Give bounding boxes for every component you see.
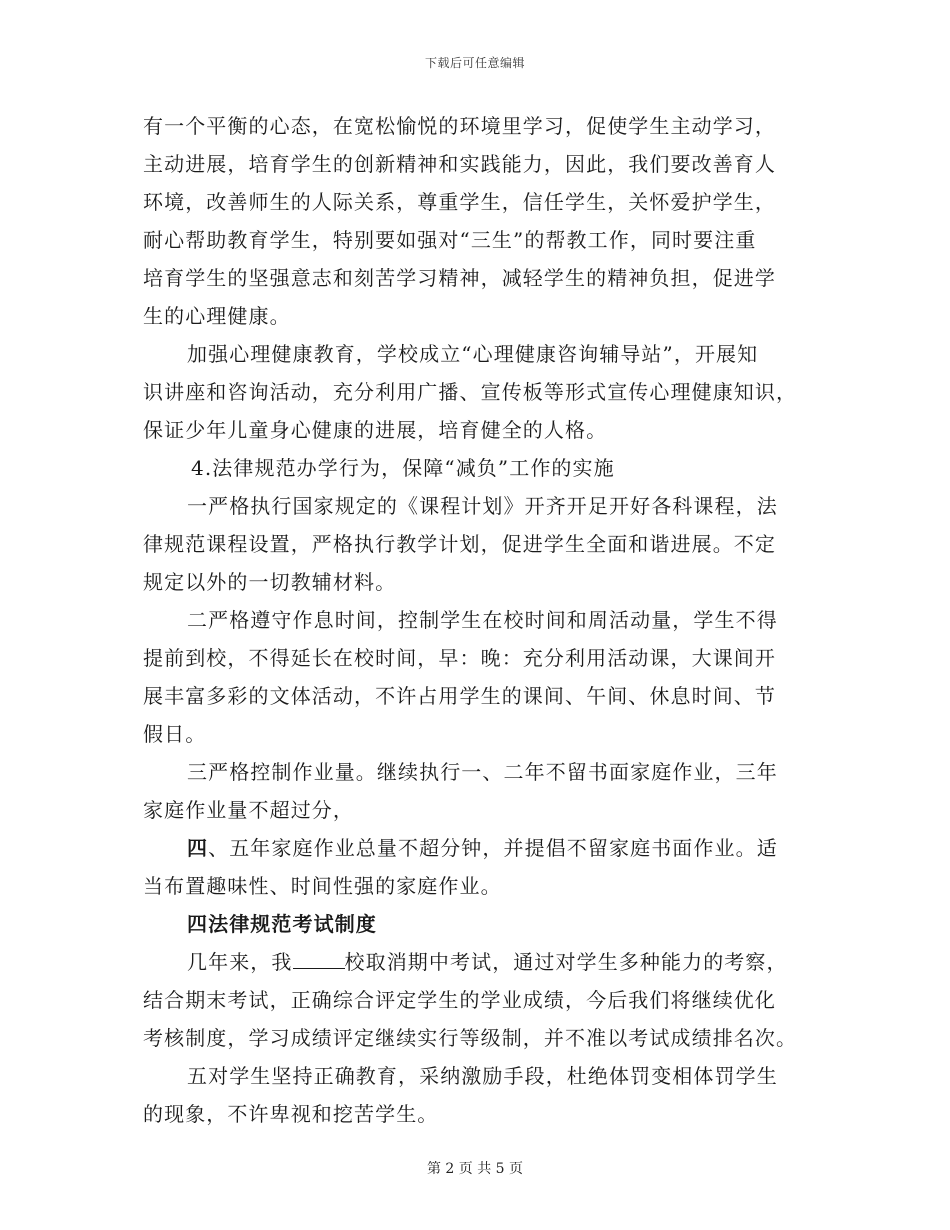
paragraph-line: 结合期末考试，正确综合评定学生的学业成绩，今后我们将继续优化 [143,988,776,1012]
paragraph-line: 加强心理健康教育，学校成立“心理健康咨询辅导站”，开展知 [187,342,759,366]
paragraph-line: 一严格执行国家规定的《课程计划》开齐开足开好各科课程，法 [187,494,778,518]
paragraph-line: 规定以外的一切教辅材料。 [143,570,397,594]
paragraph-line: 主动进展，培育学生的创新精神和实践能力，因此，我们要改善育人 [143,152,776,176]
paragraph-line: 耐心帮助教育学生，特别要如强对“三生”的帮教工作，同时要注重 [143,228,757,252]
paragraph-line: 考核制度，学习成绩评定继续实行等级制，并不准以考试成绩排名次。 [143,1026,798,1050]
paragraph-text: 校取消期中考试，通过对学生多种能力的考察， [344,950,788,974]
paragraph-line: 家庭作业量不超过分， [143,798,354,822]
paragraph-line: 展丰富多彩的文体活动，不许占用学生的课间、午间、休息时间、节 [143,684,776,708]
section-heading: 四法律规范考试制度 [187,912,377,936]
paragraph-line: 环境，改善师生的人际关系，尊重学生，信任学生，关怀爱护学生， [143,190,776,214]
paragraph-line: 假日。 [143,722,207,746]
paragraph-line: 保证少年儿童身心健康的进展，培育健全的人格。 [143,418,608,442]
paragraph-line: 培育学生的坚强意志和刻苦学习精神，减轻学生的精神负担，促进学 [143,266,776,290]
paragraph-line: 当布置趣味性、时间性强的家庭作业。 [143,874,502,898]
paragraph-text: 、五年家庭作业总量不超分钟，并提倡不留家庭书面作业。适 [208,836,778,860]
paragraph-line: 五对学生坚持正确教育，采纳激励手段，杜绝体罚变相体罚学生 [187,1064,778,1088]
page-footer: 第 2 页 共 5 页 [426,1161,524,1177]
section-heading: 4.法律规范办学行为，保障“减负”工作的实施 [191,456,615,480]
paragraph-text: 几年来，我 [187,950,293,974]
fill-in-blank [293,946,345,969]
paragraph-line [187,829,778,867]
paragraph-line: 二严格遵守作息时间，控制学生在校时间和周活动量，学生不得 [187,608,778,632]
bold-number: 四 [187,836,209,860]
paragraph-line: 生的心理健康。 [143,304,291,328]
page-header: 下载后可任意编辑 [424,56,525,70]
paragraph-line: 三严格控制作业量。继续执行一、二年不留书面家庭作业，三年 [187,760,778,784]
paragraph-line: 的现象，不许卑视和挖苦学生。 [143,1102,439,1126]
paragraph-line: 识讲座和咨询活动，充分利用广播、宣传板等形式宣传心理健康知识， [143,380,798,404]
paragraph-line: 有一个平衡的心态，在宽松愉悦的环境里学习，促使学生主动学习， [143,114,776,138]
paragraph-line [187,943,788,981]
paragraph-line: 提前到校，不得延长在校时间，早：晚：充分利用活动课，大课间开 [143,646,776,670]
paragraph-line: 律规范课程设置，严格执行教学计划，促进学生全面和谐进展。不定 [143,532,776,556]
